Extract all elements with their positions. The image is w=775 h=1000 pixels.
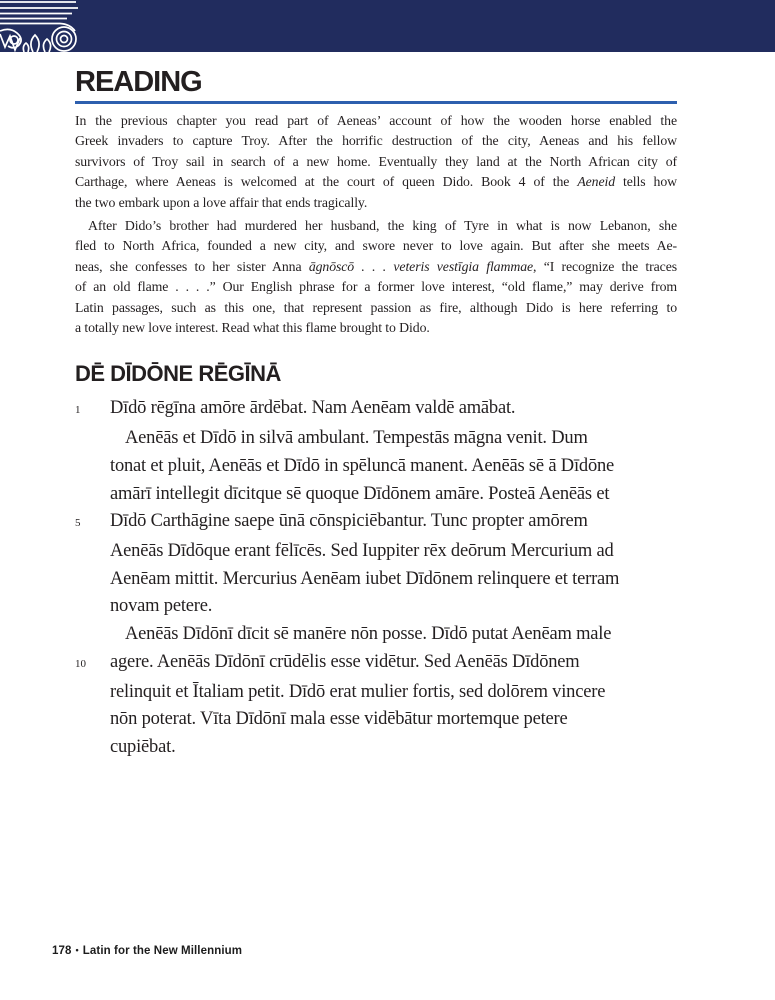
latin-passage [75, 395, 677, 761]
passage-line [75, 566, 677, 594]
latin-text: novam petere. [110, 596, 213, 617]
header-bar [0, 0, 775, 52]
latin-text: tonat et pluit, Aenēās et Dīdō in spēluncā manent. Aenēās sē ā Dīdōne [110, 455, 615, 476]
passage-line [75, 508, 677, 538]
section-rule [75, 101, 677, 104]
text-line: a totally new love interest. Read what this flame brought to Dido. [75, 320, 430, 336]
ionic-column-capital-icon [0, 0, 92, 52]
book-title: Latin for the New Millennium [82, 945, 243, 957]
text-line: Carthage, where Aeneas is welcomed at the court of queen Dido. Book 4 of the Aeneid tells how [75, 174, 678, 190]
footer-separator: • [75, 945, 79, 955]
line-number [75, 425, 110, 453]
passage-line [75, 481, 677, 509]
passage-line [75, 679, 677, 707]
text-line: survivors of Troy sail in search of a new home. Eventually they land at the North African city of [75, 153, 677, 169]
passage-line [75, 425, 677, 453]
latin-text: Dīdō rēgīna amōre ārdēbat. Nam Aenēam valdē amābat. [110, 398, 516, 419]
text-line: Greek invaders to capture Troy. After the horrific destruction of the city, Aeneas and his fellow [75, 133, 677, 149]
latin-text: Aenēās Dīdōque erant fēlīcēs. Sed Iuppiter rēx deōrum Mercurium ad [110, 540, 614, 561]
passage-line [75, 395, 677, 425]
passage-line [75, 593, 677, 621]
line-number [75, 706, 110, 734]
text-line: fled to North Africa, founded a new city, and swore never to love again. But after she meets Ae- [75, 238, 677, 254]
line-number: 10 [75, 657, 86, 670]
latin-text: amārī intellegit dīcitque sē quoque Dīdōnem amāre. Posteā Aenēās et [110, 483, 610, 504]
line-number [75, 566, 110, 594]
line-number: 5 [75, 517, 81, 530]
text-line: neas, she confesses to her sister Anna āgnōscō . . . veteris vestīgia flammae, “I recognize the traces [75, 258, 677, 274]
line-number [75, 679, 110, 707]
text-line: the two embark upon a love affair that ends tragically. [75, 194, 368, 210]
passage-line [75, 706, 677, 734]
passage-line [75, 621, 677, 649]
line-number [75, 453, 110, 481]
page-content [75, 66, 677, 762]
intro-paragraphs [75, 111, 677, 338]
latin-text: cupiēbat. [110, 736, 176, 757]
passage-line [75, 538, 677, 566]
line-number [75, 593, 110, 621]
paragraph [75, 111, 677, 213]
latin-text: Aenēam mittit. Mercurius Aenēam iubet Dīdōnem relinquere et terram [110, 568, 620, 589]
passage-line [75, 453, 677, 481]
latin-text: agere. Aenēās Dīdōnī crūdēlis esse vidētur. Sed Aenēās Dīdōnem [110, 651, 580, 672]
line-number [75, 621, 110, 649]
latin-text: nōn poterat. Vīta Dīdōnī mala esse vidēbātur mortemque petere [110, 709, 568, 730]
line-number: 1 [75, 404, 81, 417]
passage-line [75, 734, 677, 762]
page-number: 178 [52, 945, 72, 957]
reading-section-title: READING [75, 66, 202, 98]
line-number [75, 481, 110, 509]
paragraph [75, 216, 677, 338]
latin-text: Aenēās et Dīdō in silvā ambulant. Tempestās māgna venit. Dum [125, 428, 588, 449]
text-line: Latin passages, such as this one, that represent passion as fire, although Dido is here referring to [75, 299, 677, 315]
latin-passage-title: DĒ DĪDŌNE RĒGĪNĀ [75, 361, 281, 387]
text-line: After Dido’s brother had murdered her husband, the king of Tyre in what is now Lebanon, she [88, 218, 677, 234]
line-number [75, 734, 110, 762]
footer [52, 945, 242, 957]
latin-text: Aenēās Dīdōnī dīcit sē manēre nōn posse. Dīdō putat Aenēam male [125, 624, 612, 645]
passage-line [75, 649, 677, 679]
latin-text: Dīdō Carthāgine saepe ūnā cōnspiciēbantur. Tunc propter amōrem [110, 511, 588, 532]
text-line: of an old flame . . . .” Our English phrase for a former love interest, “old flame,” may derive from [75, 279, 677, 295]
text-line: In the previous chapter you read part of Aeneas’ account of how the wooden horse enabled the [75, 113, 677, 128]
line-number [75, 538, 110, 566]
latin-text: relinquit et Ītaliam petit. Dīdō erat mulier fortis, sed dolōrem vincere [110, 681, 606, 702]
